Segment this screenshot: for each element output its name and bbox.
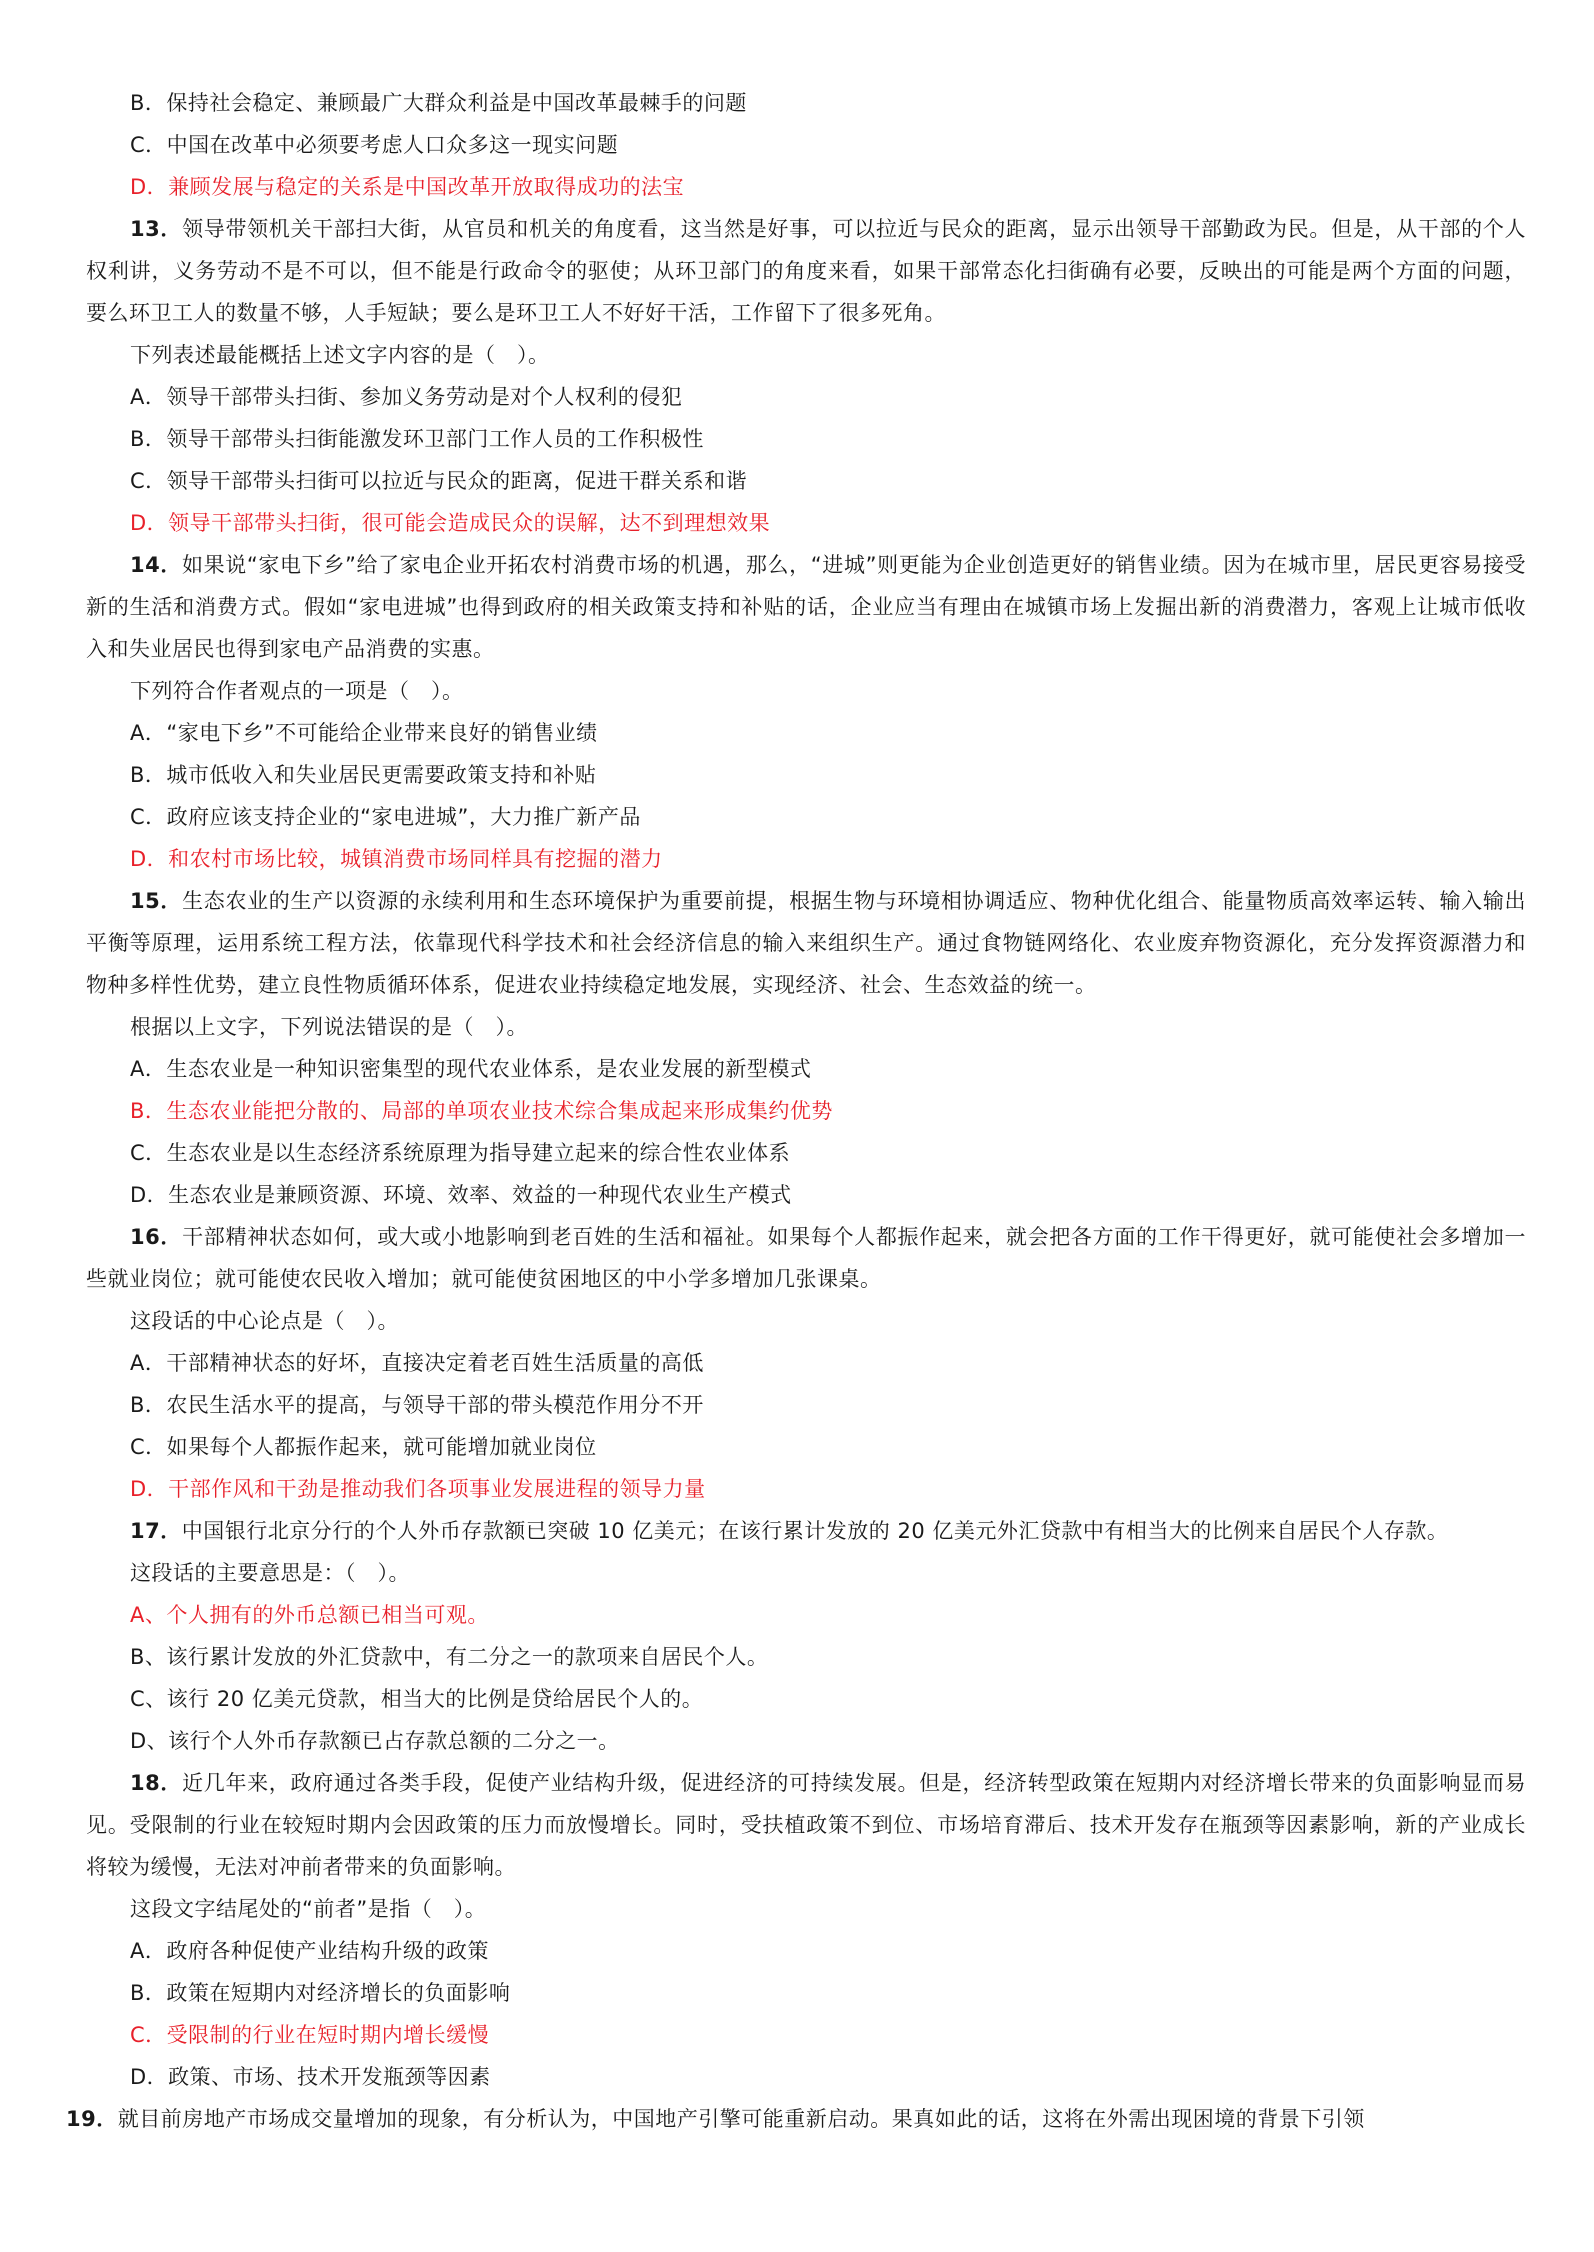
option-13-c: C．领导干部带头扫街可以拉近与民众的距离，促进干群关系和谐 [130, 469, 748, 493]
option-17-a-answer: A、个人拥有的外币总额已相当可观。 [130, 1603, 489, 1627]
question-number: 15． [130, 889, 183, 913]
question-number: 18． [130, 1771, 183, 1795]
document-page [66, 82, 1526, 2140]
question-14-passage: 14．如果说“家电下乡”给了家电企业开拓农村消费市场的机遇，那么，“进城”则更能为企业创造更好的销售业绩。因为在城市里，居民更容易接受新的生活和消费方式。假如“家电进城”也得到政府的相关政策支持和补贴的话，企业应当有理由在城镇市场上发掘出新的消费潜力，客观上让城市低收入和失业居民也得到家电产品消费的实惠。 [86, 553, 1526, 661]
option-16-c: C．如果每个人都振作起来，就可能增加就业岗位 [130, 1435, 597, 1459]
question-17-stem: 这段话的主要意思是：（ ）。 [130, 1561, 410, 1585]
option-17-d: D、该行个人外币存款额已占存款总额的二分之一。 [130, 1729, 620, 1753]
question-13-passage: 13．领导带领机关干部扫大街，从官员和机关的角度看，这当然是好事，可以拉近与民众的距离，显示出领导干部勤政为民。但是，从干部的个人权利讲，义务劳动不是不可以，但不能是行政命令的驱使；从环卫部门的角度来看，如果干部常态化扫街确有必要，反映出的可能是两个方面的问题，要么环卫工人的数量不够，人手短缺；要么是环卫工人不好好干活，工作留下了很多死角。 [86, 217, 1526, 325]
option-18-d: D．政策、市场、技术开发瓶颈等因素 [130, 2065, 491, 2089]
question-15 [86, 880, 1526, 1216]
option-14-a: A．“家电下乡”不可能给企业带来良好的销售业绩 [130, 721, 598, 745]
option-13-d-answer: D．领导干部带头扫街，很可能会造成民众的误解，达不到理想效果 [130, 511, 771, 535]
question-number: 19． [66, 2107, 118, 2131]
option-15-a: A．生态农业是一种知识密集型的现代农业体系，是农业发展的新型模式 [130, 1057, 812, 1081]
option-16-b: B．农民生活水平的提高，与领导干部的带头模范作用分不开 [130, 1393, 704, 1417]
option-17-b: B、该行累计发放的外汇贷款中，有二分之一的款项来自居民个人。 [130, 1645, 769, 1669]
option-16-d-answer: D．干部作风和干劲是推动我们各项事业发展进程的领导力量 [130, 1477, 706, 1501]
question-16-passage: 16．干部精神状态如何，或大或小地影响到老百姓的生活和福祉。如果每个人都振作起来，就会把各方面的工作干得更好，就可能使社会多增加一些就业岗位；就可能使农民收入增加；就可能使贫困地区的中小学多增加几张课桌。 [86, 1225, 1526, 1291]
question-15-passage: 15．生态农业的生产以资源的永续利用和生态环境保护为重要前提，根据生物与环境相协调适应、物种优化组合、能量物质高效率运转、输入输出平衡等原理，运用系统工程方法，依靠现代科学技术和社会经济信息的输入来组织生产。通过食物链网络化、农业废弃物资源化，充分发挥资源潜力和物种多样性优势，建立良性物质循环体系，促进农业持续稳定地发展，实现经济、社会、生态效益的统一。 [86, 889, 1526, 997]
option-15-c: C．生态农业是以生态经济系统原理为指导建立起来的综合性农业体系 [130, 1141, 791, 1165]
question-12-options [86, 82, 1526, 208]
question-16 [86, 1216, 1526, 1510]
option-12-c: C．中国在改革中必须要考虑人口众多这一现实问题 [130, 133, 619, 157]
question-18-passage: 18．近几年来，政府通过各类手段，促使产业结构升级，促进经济的可持续发展。但是，经济转型政策在短期内对经济增长带来的负面影响显而易见。受限制的行业在较短时期内会因政策的压力而放慢增长。同时，受扶植政策不到位、市场培育滞后、技术开发存在瓶颈等因素影响，新的产业成长将较为缓慢，无法对冲前者带来的负面影响。 [86, 1771, 1526, 1879]
option-17-c: C、该行 20 亿美元贷款，相当大的比例是贷给居民个人的。 [130, 1687, 704, 1711]
question-17 [86, 1510, 1526, 1762]
option-18-b: B．政策在短期内对经济增长的负面影响 [130, 1981, 511, 2005]
question-number: 17． [130, 1519, 182, 1543]
question-14-stem: 下列符合作者观点的一项是（ ）。 [130, 679, 464, 703]
question-18-stem: 这段文字结尾处的“前者”是指（ ）。 [130, 1897, 487, 1921]
option-14-c: C．政府应该支持企业的“家电进城”，大力推广新产品 [130, 805, 641, 829]
question-18 [86, 1762, 1526, 2098]
option-14-d-answer: D．和农村市场比较，城镇消费市场同样具有挖掘的潜力 [130, 847, 663, 871]
question-number: 13． [130, 217, 183, 241]
option-12-b: B．保持社会稳定、兼顾最广大群众利益是中国改革最棘手的问题 [130, 91, 747, 115]
question-number: 14． [130, 553, 182, 577]
question-13-stem: 下列表述最能概括上述文字内容的是（ ）。 [130, 343, 550, 367]
option-15-d: D．生态农业是兼顾资源、环境、效率、效益的一种现代农业生产模式 [130, 1183, 792, 1207]
option-13-a: A．领导干部带头扫街、参加义务劳动是对个人权利的侵犯 [130, 385, 683, 409]
question-16-stem: 这段话的中心论点是（ ）。 [130, 1309, 399, 1333]
question-number: 16． [130, 1225, 183, 1249]
question-17-passage: 17．中国银行北京分行的个人外币存款额已突破 10 亿美元；在该行累计发放的 20 亿美元外汇贷款中有相当大的比例来自居民个人存款。 [130, 1519, 1449, 1543]
option-18-a: A．政府各种促使产业结构升级的政策 [130, 1939, 489, 1963]
option-15-b-answer: B．生态农业能把分散的、局部的单项农业技术综合集成起来形成集约优势 [130, 1099, 833, 1123]
question-13 [86, 208, 1526, 544]
option-12-d-answer: D．兼顾发展与稳定的关系是中国改革开放取得成功的法宝 [130, 175, 685, 199]
question-19 [66, 2098, 1526, 2140]
question-14 [86, 544, 1526, 880]
option-16-a: A．干部精神状态的好坏，直接决定着老百姓生活质量的高低 [130, 1351, 704, 1375]
question-19-passage: 19．就目前房地产市场成交量增加的现象，有分析认为，中国地产引擎可能重新启动。果真如此的话，这将在外需出现困境的背景下引领 [66, 2107, 1365, 2131]
question-15-stem: 根据以上文字，下列说法错误的是（ ）。 [130, 1015, 528, 1039]
option-14-b: B．城市低收入和失业居民更需要政策支持和补贴 [130, 763, 597, 787]
option-18-c-answer: C．受限制的行业在短时期内增长缓慢 [130, 2023, 490, 2047]
option-13-b: B．领导干部带头扫街能激发环卫部门工作人员的工作积极性 [130, 427, 704, 451]
